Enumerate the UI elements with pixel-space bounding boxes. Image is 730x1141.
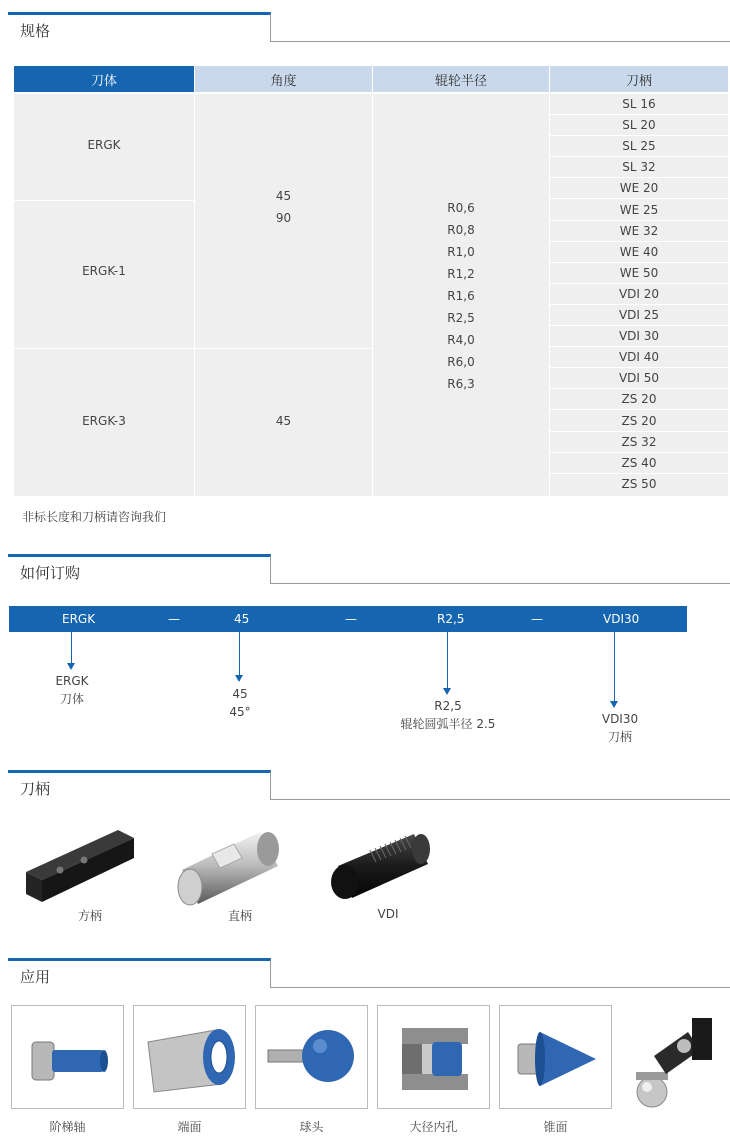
shank-cell: ZS 50: [621, 477, 657, 492]
shank-cell: WE 50: [550, 263, 728, 284]
shank-cell: SL 32: [550, 157, 728, 178]
ball-head-image: [256, 1006, 367, 1108]
section-title: 刀柄: [20, 780, 51, 798]
shank-cell: ZS 20: [550, 389, 728, 410]
application-box-ball-head: [255, 1005, 368, 1109]
application-caption: 大径内孔: [409, 1120, 458, 1134]
radius-cell: R1,2: [447, 267, 475, 281]
spec-note: 非标长度和刀柄请咨询我们: [22, 510, 167, 524]
order-separator: —: [168, 612, 180, 626]
header-radius: 辊轮半径: [373, 66, 549, 92]
shank-cell: WE 40: [550, 242, 728, 263]
arrow-down-icon: [610, 632, 620, 708]
radius-cell: R0,6: [447, 201, 475, 215]
shank-cell: WE 25: [550, 200, 728, 221]
cone-image: [500, 1006, 611, 1108]
shank-cell: VDI 40: [550, 347, 728, 368]
order-label-body: ERGK 刀体: [55, 674, 89, 706]
order-label-radius: R2,5 辊轮圆弧半径 2.5: [400, 699, 496, 731]
radius-cell: R1,6: [447, 289, 475, 303]
column-angle: [195, 94, 372, 496]
application-caption: 阶梯轴: [49, 1120, 86, 1134]
shank-cell: SL 20: [550, 115, 728, 136]
shank-cell: WE 20: [550, 178, 728, 199]
shank-caption: 方柄: [77, 909, 102, 923]
vdi-shank-image: [326, 826, 434, 904]
order-code-angle: 45: [234, 612, 250, 626]
radius-cell: R0,8: [447, 223, 475, 237]
order-code-radius: R2,5: [437, 612, 465, 626]
shank-caption: 直柄: [227, 909, 252, 923]
application-box-face: [133, 1005, 246, 1109]
column-radius: [373, 94, 549, 496]
face-image: [134, 1006, 245, 1108]
angle-cell: 45: [275, 189, 292, 203]
straight-shank-image: [168, 818, 286, 908]
application-box-large-bore: [377, 1005, 490, 1109]
application-box-cone: [499, 1005, 612, 1109]
body-cell: ERGK-3: [82, 414, 126, 428]
body-cell: ERGK-1: [82, 264, 126, 278]
shank-cell: ZS 20: [550, 411, 728, 432]
radius-cell: R2,5: [447, 311, 475, 325]
application-box-stepped-shaft: [11, 1005, 124, 1109]
section-header-shank: [8, 770, 730, 804]
application-caption: 球头: [299, 1120, 324, 1134]
tool-on-ball-image: [626, 1012, 724, 1112]
order-code-bar: [9, 606, 687, 632]
arrow-down-icon: [443, 632, 453, 695]
shank-cell: WE 32: [550, 221, 728, 242]
section-title: 如何订购: [20, 564, 81, 582]
column-body: [14, 94, 194, 496]
shank-cell: VDI 20: [550, 284, 728, 305]
order-label-shank: VDI30 刀柄: [601, 712, 639, 744]
shank-caption: VDI: [377, 907, 399, 921]
angle-cell: 45: [275, 414, 292, 428]
large-bore-image: [378, 1006, 489, 1108]
radius-cell: R6,3: [447, 377, 475, 391]
radius-cell: R4,0: [447, 333, 475, 347]
application-caption: 锥面: [543, 1120, 568, 1134]
header-body: 刀体: [14, 66, 194, 92]
section-header-spec: [8, 12, 730, 46]
shank-cell: ZS 32: [550, 432, 728, 453]
section-title: 规格: [20, 22, 51, 40]
radius-cell: R1,0: [447, 245, 475, 259]
stepped-shaft-image: [12, 1006, 123, 1108]
radius-cell: R6,0: [447, 355, 475, 369]
header-shank: 刀柄: [550, 66, 728, 92]
arrow-down-icon: [67, 632, 77, 670]
section-header-application: [8, 958, 730, 992]
angle-cell: 90: [275, 211, 292, 225]
order-code-shank: VDI30: [603, 612, 640, 626]
arrow-down-icon: [235, 632, 245, 682]
shank-cell: SL 25: [550, 136, 728, 157]
shank-cell: VDI 25: [550, 305, 728, 326]
order-separator: —: [531, 612, 543, 626]
header-angle: 角度: [195, 66, 372, 92]
order-label-angle: 45 45°: [229, 687, 251, 719]
section-title: 应用: [20, 968, 51, 986]
order-separator: —: [345, 612, 357, 626]
shank-cell: SL 16: [550, 94, 728, 115]
order-code-body: ERGK: [62, 612, 96, 626]
column-shank: [550, 94, 728, 496]
shank-cell: ZS 40: [550, 453, 728, 474]
application-caption: 端面: [177, 1120, 202, 1134]
shank-cell: VDI 30: [550, 326, 728, 347]
body-cell: ERGK: [87, 138, 121, 152]
square-shank-image: [20, 820, 140, 904]
shank-cell: VDI 50: [550, 368, 728, 389]
section-header-order: [8, 554, 730, 588]
